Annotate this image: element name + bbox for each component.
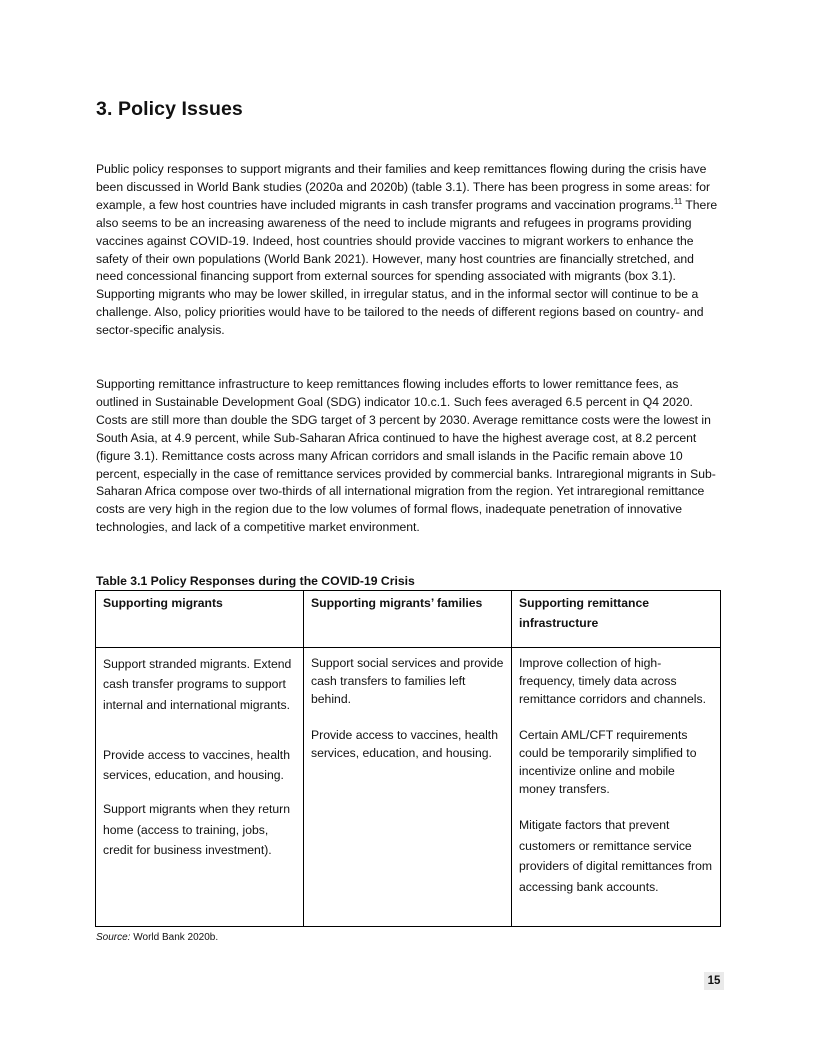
list-item: Support stranded migrants. Extend cash transfer programs to support internal and international migrants. (103, 657, 292, 712)
paragraph-remittance-infrastructure: Supporting remittance infrastructure to keep remittances flowing includes efforts to lower remittance fees, as outlined in Sustainable Development Goal (SDG) indicator 10.c.1. Such fees averaged 6.5 percent in Q4 2020. Costs are still more than double the SDG target of 3 percent by 2030. Average remittance costs were the lowest in South Asia, at 4.9 percent, while Sub-Saharan Africa continued to have the highest average cost, at 8.2 percent (figure 3.1). Remittance costs across many African corridors and small islands in the Pacific remain above 10 percent, especially in the case of remittance services provided by commercial banks. Intraregional migrants in Sub-Saharan Africa compose over two-thirds of all international migration from the region. Yet intraregional remittance costs are very high in the region due to the low volumes of formal flows, inadequate penetration of innovative technologies, and lack of a competitive market environment. (96, 377, 716, 535)
paragraph-text: Public policy responses to support migrants and their families and keep remittances flowing during the crisis have been discussed in World Bank studies (2020a and 2020b) (table 3.1). There has been progress in some areas: for example, a few host countries have included migrants in cash transfer programs and vaccination programs. (96, 162, 711, 212)
column-header-remittance-infrastructure: Supporting remittance infrastructure (512, 591, 721, 648)
list-item: Provide access to vaccines, health services, education, and housing. (103, 747, 290, 783)
page-number: 15 (704, 972, 724, 990)
source-label: Source: (96, 932, 131, 943)
column-header-supporting-migrants: Supporting migrants (96, 591, 304, 648)
list-item: Provide access to vaccines, health services, education, and housing. (311, 728, 498, 760)
list-item: Improve collection of high-frequency, timely data across remittance corridors and channels. (519, 656, 706, 706)
table-source-note (96, 932, 218, 943)
policy-responses-table (95, 590, 721, 927)
paragraph-policy-responses (96, 161, 722, 340)
table-header-row (96, 591, 721, 648)
table-cell-remittance (512, 648, 721, 927)
table-caption: Table 3.1 Policy Responses during the COVID-19 Crisis (96, 574, 415, 588)
list-item: Mitigate factors that prevent customers or remittance service providers of digital remittances from accessing bank accounts. (519, 818, 713, 894)
list-item: Support social services and provide cash transfers to families left behind. (311, 656, 504, 706)
section-heading: 3. Policy Issues (96, 98, 243, 120)
list-item: Support migrants when they return home (access to training, jobs, credit for business investment). (103, 802, 290, 858)
source-text: World Bank 2020b. (130, 932, 219, 943)
footnote-marker[interactable]: 11 (673, 196, 683, 206)
table-row (96, 648, 721, 927)
paragraph-text: There also seems to be an increasing awareness of the need to include migrants and refugees in programs providing vaccines against COVID-19. Indeed, host countries should provide vaccines to migrant workers to enhance the safety of their own populations (World Bank 2021). However, many host countries are financially stretched, and need concessional financing support from external sources for spending associated with migrants (box 3.1). Supporting migrants who may be lower skilled, in irregular status, and in the informal sector will continue to be a challenge. Also, policy priorities would have to be tailored to the needs of different regions based on country- and sector-specific analysis. (96, 197, 718, 338)
table-cell-migrants (96, 648, 304, 927)
table-cell-families (304, 648, 512, 927)
column-header-supporting-families: Supporting migrants’ families (304, 591, 512, 648)
list-item: Certain AML/CFT requirements could be temporarily simplified to incentivize online and mobile money transfers. (519, 728, 697, 796)
